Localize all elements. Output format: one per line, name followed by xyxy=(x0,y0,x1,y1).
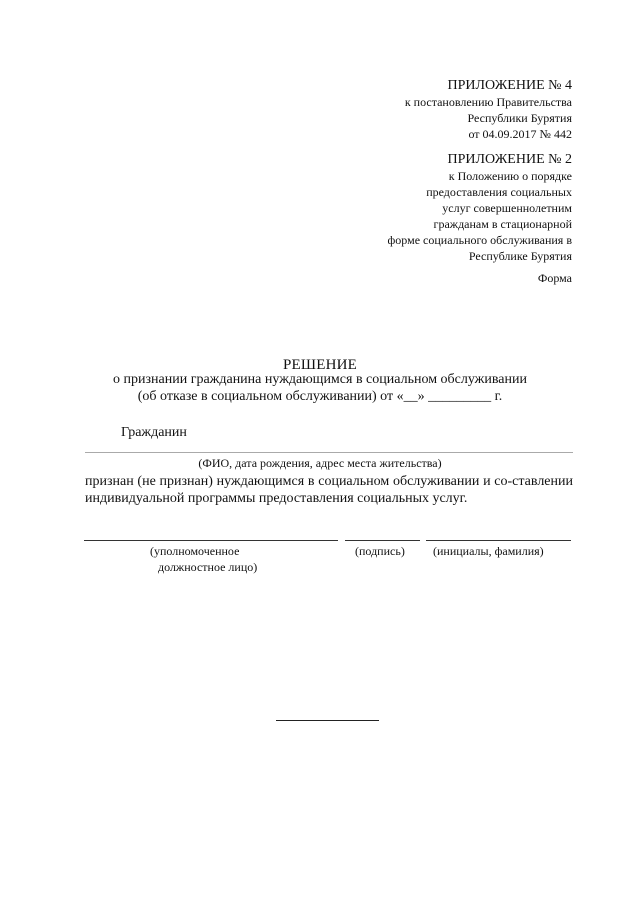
official-caption xyxy=(150,543,270,575)
annex-2-line: предоставления социальных xyxy=(426,185,572,199)
signature-line xyxy=(345,540,420,541)
citizen-caption: (ФИО, дата рождения, адрес места жительства) xyxy=(198,456,442,470)
signature-caption: (подпись) xyxy=(355,544,405,558)
official-caption-line-2: должностное лицо) xyxy=(158,560,258,574)
citizen-label: Гражданин xyxy=(121,425,187,440)
annex-4-header xyxy=(405,78,572,142)
annex-4-line: от 04.09.2017 № 442 xyxy=(468,127,572,141)
annex-2-line: услуг совершеннолетним xyxy=(442,201,572,215)
annex-4-title: ПРИЛОЖЕНИЕ № 4 xyxy=(447,78,572,93)
decision-body-text: признан (не признан) нуждающимся в социальном обслуживании и со-ставлении индивидуальной программы предоставления социальных услуг. xyxy=(85,474,573,506)
annex-2-line: форме социального обслуживания в xyxy=(387,233,572,247)
annex-2-line: гражданам в стационарной xyxy=(433,217,572,231)
form-label: Форма xyxy=(537,271,572,285)
decision-subtitle-line-2: (об отказе в социальном обслуживании) от «__» _________ г. xyxy=(137,389,503,404)
name-caption: (инициалы, фамилия) xyxy=(433,544,544,558)
annex-4-line: к постановлению Правительства xyxy=(404,95,572,109)
annex-2-line: Республике Бурятия xyxy=(468,249,572,263)
annex-2-header xyxy=(388,152,572,264)
end-divider xyxy=(276,720,379,721)
annex-2-line: к Положению о порядке xyxy=(448,169,572,183)
official-signature-line xyxy=(84,540,338,541)
decision-subtitle-line-1: о признании гражданина нуждающимся в социальном обслуживании xyxy=(113,372,527,387)
citizen-fill-line xyxy=(85,452,573,453)
name-signature-line xyxy=(426,540,571,541)
decision-title: РЕШЕНИЕ xyxy=(282,357,358,373)
annex-2-title: ПРИЛОЖЕНИЕ № 2 xyxy=(447,152,572,167)
official-caption-line-1: (уполномоченное xyxy=(150,544,240,558)
annex-4-line: Республики Бурятия xyxy=(467,111,572,125)
decision-subtitle xyxy=(0,371,640,405)
